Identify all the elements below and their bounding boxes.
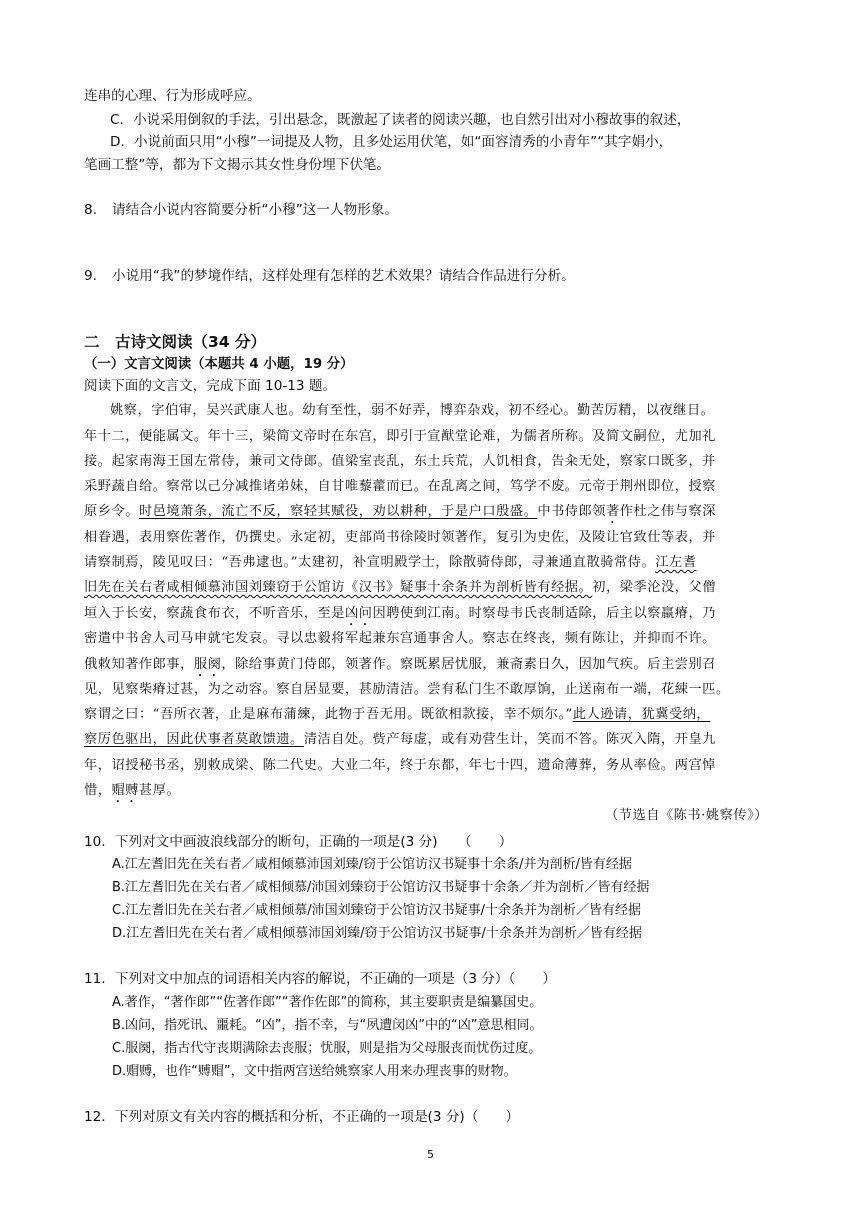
passage-line: 见，见察柴瘠过甚，为之动容。察自居显要，甚励清洁。尝有私门生不敢厚饷，止送南布一端，花綀一匹。	[84, 682, 730, 697]
question-12: 12．下列对原文有关内容的概括和分析，不正确的一项是(3 分)（ ）	[84, 1109, 520, 1125]
passage-line: 采野蔬自给。察常以己分减推诸弟妹，自甘唯藜藿而已。在乱离之间，笃学不废。元帝于荆州即位，授察	[84, 479, 716, 494]
underlined-sentence: 此人逊请，犹冀受纳，	[572, 707, 711, 722]
passage-text: ，除给事黄门侍郎，领著作。察既累居忧服，兼斋素日久，因加气疾。后主尝别召	[221, 657, 716, 672]
page-number: 5	[427, 1148, 434, 1161]
passage-line: 密遣中书舍人司马申就宅发哀。寻以忠毅将军起兼东宫通事舍人。察志在终丧，频有陈让，并抑而不许。	[84, 631, 716, 646]
question-10: 10．下列对文中画波浪线部分的断句，正确的一项是(3 分) （ ）	[84, 834, 513, 850]
question-11: 11．下列对文中加点的词语相关内容的解说，不正确的一项是（3 分）（ ）	[84, 971, 557, 987]
passage-source: （节选自《陈书·姚察传》）	[605, 808, 768, 823]
section-subtitle: （一）文言文阅读（本题共 4 小题，19 分）	[84, 357, 354, 372]
passage-text: 因聘使到江南。时察母韦氏丧制适除，后主以察羸瘠，乃	[372, 606, 716, 621]
underlined-sentence: 察厉色驱出，因此伏事者莫敢馈遗。	[84, 732, 304, 747]
passage-text: 甚厚。	[138, 783, 181, 798]
passage-text: 俄敕知著作郎事，	[84, 657, 194, 672]
passage-text: 惜，	[84, 783, 112, 798]
question-9-number: 9.	[84, 268, 97, 284]
passage-line	[84, 579, 716, 597]
passage-line: 接。起家南海王国左常侍，兼司文侍郎。值梁室丧乱，东土兵荒，人饥相食，告籴无处，察家口既多，并	[84, 454, 716, 469]
passage-line	[84, 731, 716, 749]
option-d: D．小说前面只用“小穆”一词提及人物，且多处运用伏笔，如“面容清秀的小青年”“其字娟小，	[110, 134, 673, 150]
passage-text: 垣入于长安，察蔬食布衣，不听音乐，至是	[84, 606, 346, 621]
instruction: 阅读下面的文言文，完成下面 10-13 题。	[84, 378, 337, 394]
passage-text: 察谓之曰：“吾所衣著，止是麻布蒲練，此物于吾无用。既欲相款接，幸不烦尔。”	[84, 707, 573, 722]
passage-line: 相眷遇，表用察佐著作，仍撰史。永定初，吏部尚书徐陵时领著作，复引为史佐，及陵让官致仕等表，并	[84, 530, 716, 545]
dotted-word-fuque: 服阕	[193, 657, 222, 672]
passage-line	[84, 656, 716, 680]
option-c: C．小说采用倒叙的手法，引出悬念，既激起了读者的阅读兴趣，也自然引出对小穆故事的叙述，	[110, 112, 691, 128]
q10-option-d: D.江左耆旧先在关右者／咸相倾慕沛国刘臻/窃于公馆访汉书疑事/十余条并为剖析／皆有经据	[112, 926, 642, 941]
q11-option-b: B.凶问，指死讯、噩耗。“凶”，指不幸，与“夙遭闵凶”中的“凶”意思相同。	[112, 1018, 543, 1033]
passage-text: 原乡令。	[84, 504, 139, 519]
question-9: 小说用“我”的梦境作结，这样处理有怎样的艺术效果？请结合作品进行分析。	[112, 268, 575, 284]
passage-line	[84, 782, 180, 806]
passage-text: 作杜之伟与察深	[619, 504, 716, 519]
option-d-cont: 笔画工整”等，都为下文揭示其女性身份埋下伏笔。	[84, 157, 391, 173]
dotted-word-fengfu: 赗赙	[111, 783, 139, 798]
question-8-number: 8.	[84, 202, 97, 218]
dotted-word-zhuzuo: 著	[606, 504, 620, 519]
passage-line: 年，诏授秘书丞，别敕成梁、陈二代史。大业二年，终于东都，年七十四，遗命薄葬，务从率俭。两宫悼	[84, 758, 716, 773]
section-title: 二 古诗文阅读（34 分）	[84, 333, 266, 351]
passage-line	[84, 706, 710, 724]
question-8: 请结合小说内容简要分析“小穆”这一人物形象。	[112, 202, 398, 218]
q10-option-a: A.江左耆旧先在关右者／咸相倾慕沛国刘臻/窃于公馆访汉书疑事十余条/并为剖析/皆有经据	[112, 857, 632, 872]
passage-line	[84, 503, 716, 527]
text-line: 连串的心理、行为形成呼应。	[84, 88, 261, 104]
passage-line	[84, 605, 716, 629]
underlined-sentence: 时邑境萧条，流亡不反，察轻其赋役，劝以耕种，于是户口殷盛。	[138, 504, 538, 519]
q11-option-d: D.赗赙，也作“赙赗”，文中指两宫送给姚察家人用来办理丧事的财物。	[112, 1064, 517, 1079]
q11-option-a: A.著作，“著作郎”“佐著作郎”“著作佐郎”的简称，其主要职责是编纂国史。	[112, 995, 543, 1010]
passage-line	[84, 554, 696, 572]
dotted-word-xiongwen: 凶问	[345, 606, 373, 621]
q11-option-c: C.服阕，指古代守丧期满除去丧服；忧服，则是指为父母服丧而忧伤过度。	[112, 1041, 542, 1056]
wavy-sentence: 旧先在关右者咸相倾慕沛国刘臻窃于公馆访《汉书》疑事十余条并为剖析皆有经据。	[84, 580, 593, 595]
passage-text: 中书侍郎领	[537, 504, 607, 519]
passage-line: 年十二，便能属文。年十三，梁简文帝时在东宫，即引于宣猷堂论难，为儒者所称。及简文嗣位，尤加礼	[84, 429, 716, 444]
q10-option-c: C.江左耆旧先在关右者／咸相倾慕/沛国刘臻窃于公馆访汉书疑事/十余条并为剖析／皆有经据	[112, 903, 641, 918]
passage-text: 请察制焉，陵见叹曰：“吾弗逮也。”太建初，补宣明殿学士，除散骑侍郎，寻兼通直散骑常侍。	[84, 555, 656, 570]
wavy-sentence: 江左耆	[655, 555, 697, 570]
q10-option-b: B.江左耆旧先在关右者／咸相倾慕/沛国刘臻窃于公馆访汉书疑事十余条／并为剖析／皆有经据	[112, 880, 650, 895]
passage-line: 姚察，字伯审，吴兴武康人也。幼有至性，弱不好弄，博弈杂戏，初不经心。勤苦厉精，以夜继日。	[110, 403, 715, 418]
passage-text: 初，梁季沦没，父僧	[592, 580, 716, 595]
passage-text: 清洁自处。赀产每虚，或有劝营生计，笑而不答。陈灭入隋，开皇九	[303, 732, 716, 747]
